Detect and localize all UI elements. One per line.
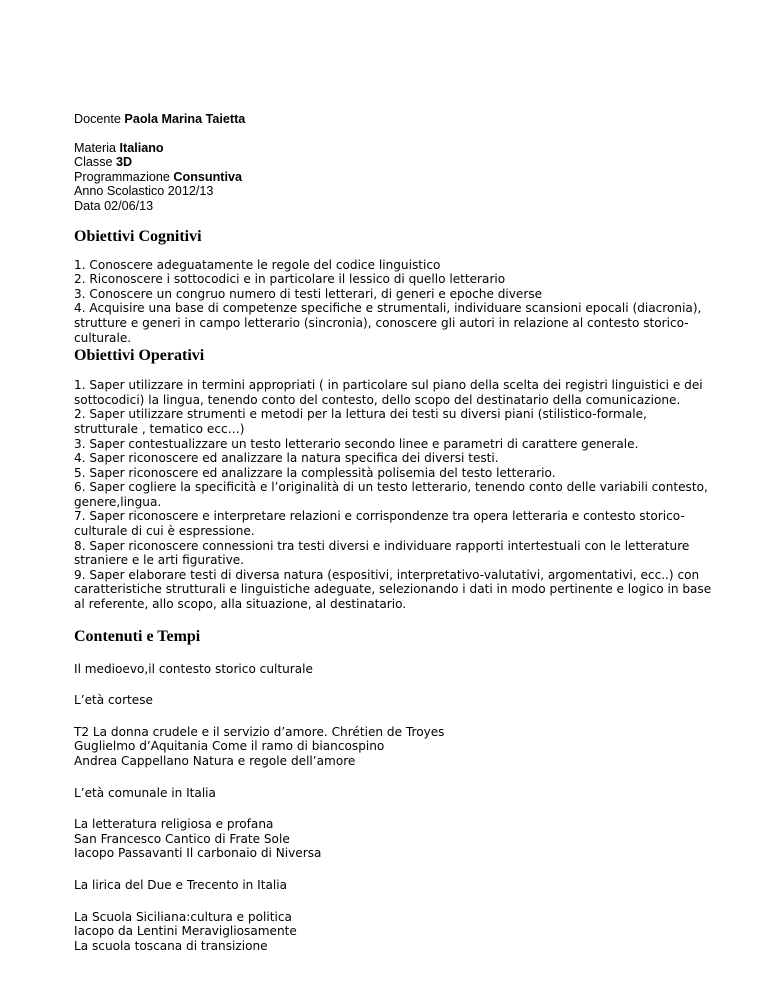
- programming-line: [74, 170, 714, 185]
- list-item: 2. Saper utilizzare strumenti e metodi per la lettura dei testi su diversi piani (stilistico-formale, strutturale , tematico ecc…): [74, 407, 647, 436]
- subject-line: [74, 141, 714, 156]
- content-line: Guglielmo d’Aquitania Come il ramo di biancospino: [74, 739, 385, 754]
- list-item: 3. Conoscere un congruo numero di testi letterari, di generi e epoche diverse: [74, 286, 543, 301]
- content-line: Iacopo Passavanti Il carbonaio di Niversa: [74, 846, 322, 861]
- list-item: 9. Saper elaborare testi di diversa natura (espositivi, interpretativo-valutativi, argomentativi, ecc..) con caratteristiche strutturali e linguistiche adeguate, selezionando i dati in modo pertinente e logico in base al referente, allo scopo, alla situazione, al destinatario.: [74, 567, 712, 612]
- content-line: San Francesco Cantico di Frate Sole: [74, 831, 290, 846]
- content-line: La Scuola Siciliana:cultura e politica: [74, 909, 292, 924]
- content-line: T2 La donna crudele e il servizio d’amore. Chrétien de Troyes: [74, 724, 445, 739]
- content-line: L’età comunale in Italia: [74, 785, 216, 800]
- list-item: 7. Saper riconoscere e interpretare relazioni e corrispondenze tra opera letteraria e contesto storico-culturale di cui è espressione.: [74, 509, 685, 539]
- class-line: [74, 155, 714, 170]
- content-line: Il medioevo,il contesto storico culturale: [74, 661, 313, 676]
- content-line: L’età cortese: [74, 693, 153, 708]
- content-line: La lirica del Due e Trecento in Italia: [74, 877, 288, 892]
- content-block: [74, 662, 714, 677]
- content-line: La letteratura religiosa e profana: [74, 817, 274, 832]
- document-page: [74, 112, 714, 970]
- list-item: 6. Saper cogliere la specificità e l’originalità di un testo letterario, tenendo conto delle variabili contesto, genere,lingua.: [74, 480, 708, 509]
- list-item: 4. Acquisire una base di competenze specifiche e strumentali, individuare scansioni epocali (diacronia), strutture e generi in campo letterario (sincronia), conoscere gli autori in relazione al contesto storico-culturale.: [74, 301, 702, 345]
- list-item: 5. Saper riconoscere ed analizzare la complessità polisemia del testo letterario.: [74, 465, 556, 480]
- list-item: 3. Saper contestualizzare un testo letterario secondo linee e parametri di carattere generale.: [74, 436, 639, 451]
- list-item: 1. Conoscere adeguatamente le regole del codice linguistico: [74, 257, 441, 272]
- list-item: 4. Saper riconoscere ed analizzare la natura specifica dei diversi testi.: [74, 451, 499, 466]
- content-block: [74, 786, 714, 801]
- teacher-label: Docente: [74, 112, 121, 126]
- list-item: 8. Saper riconoscere connessioni tra testi diversi e individuare rapporti intertestuali con le letterature straniere e le arti figurative.: [74, 538, 690, 568]
- content-line: Andrea Cappellano Natura e regole dell’amore: [74, 754, 356, 768]
- list-item: 2. Riconoscere i sottocodici e in particolare il lessico di quello letterario: [74, 272, 506, 287]
- content-block: [74, 725, 714, 769]
- contenuti-heading: Contenuti e Tempi: [74, 627, 201, 645]
- programming-label: Programmazione: [74, 169, 170, 184]
- list-item: 1. Saper utilizzare in termini appropriati ( in particolare sul piano della scelta dei registri linguistici e dei sottocodici) la lingua, tenendo conto del contesto, dello scopo del destinatario della comunicazione.: [74, 378, 703, 407]
- operativi-heading: Obiettivi Operativi: [74, 347, 205, 365]
- cognitivi-list: [74, 258, 714, 346]
- content-block: [74, 910, 714, 954]
- class-value: 3D: [116, 155, 133, 170]
- subject-value: Italiano: [119, 140, 164, 155]
- programming-value: Consuntiva: [173, 169, 242, 184]
- content-line: La scuola toscana di transizione: [74, 938, 268, 953]
- cognitivi-heading: Obiettivi Cognitivi: [74, 227, 202, 245]
- content-line: Iacopo da Lentini Meravigliosamente: [74, 924, 297, 939]
- content-block: [74, 817, 714, 861]
- date-line: Data 02/06/13: [74, 198, 154, 213]
- operativi-list: [74, 378, 714, 612]
- content-block: [74, 693, 714, 708]
- teacher-name: Paola Marina Taietta: [124, 112, 246, 126]
- content-block: [74, 878, 714, 893]
- school-year-line: Anno Scolastico 2012/13: [74, 184, 214, 199]
- teacher-line: [74, 112, 714, 127]
- class-label: Classe: [74, 155, 113, 170]
- subject-label: Materia: [74, 140, 116, 155]
